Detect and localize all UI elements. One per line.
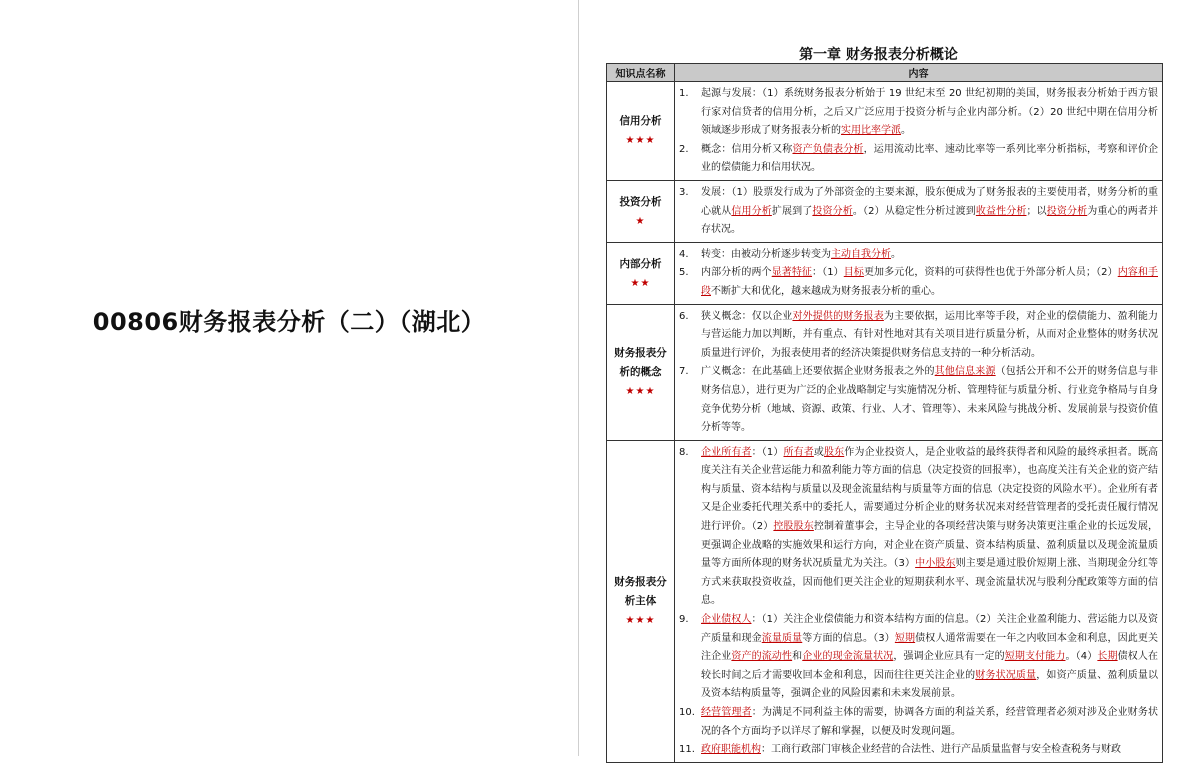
- list-item: [679, 308, 1158, 364]
- highlighted-term: 资产的流动性: [731, 651, 793, 663]
- item-text: 内部分析的两个: [701, 267, 772, 279]
- item-text: 等方面的信息。（3）: [802, 632, 895, 644]
- item-number: 10.: [679, 707, 695, 718]
- item-text: ，如资产质量、盈利质量以及资本结构质量等，强调企业的风险因素和未来发展前景。: [701, 669, 1159, 700]
- content-cell: [675, 82, 1163, 181]
- highlighted-term: 短期: [894, 632, 916, 644]
- item-number: 6.: [679, 310, 689, 322]
- knowledge-name: 投资分析: [619, 195, 662, 208]
- item-text: 起源与发展：（1）系统财务报表分析始于 19 世纪末至 20 世纪初期的美国，财务报表分析始于西方银行家对信贷者的信用分析，之后又广泛应用于投资分析与企业内部分析。（2）20 世纪中期在信用分析领域逐步形成了财务报表分析的: [701, 88, 1158, 137]
- highlighted-term: 投资分析: [1046, 205, 1088, 217]
- content-cell: [675, 242, 1163, 304]
- knowledge-name: 内部分析: [619, 257, 662, 270]
- highlighted-term: 收益性分析: [975, 205, 1027, 217]
- item-text: ；以: [1026, 205, 1047, 217]
- item-text: 为重心的两者并存状况。: [701, 205, 1158, 236]
- item-number: 5.: [679, 267, 689, 279]
- item-text: 转变：由被动分析逐步转变为: [701, 248, 831, 260]
- content-cell: [675, 180, 1163, 242]
- knowledge-name-cell: [607, 242, 675, 304]
- header-content: 内容: [675, 64, 1163, 82]
- item-number: 2.: [679, 143, 689, 155]
- list-item: [679, 611, 1158, 704]
- knowledge-table: [606, 63, 1163, 763]
- table-row: [607, 304, 1163, 440]
- table-row: [607, 82, 1163, 181]
- importance-stars: ★: [635, 215, 646, 227]
- item-text: 。: [901, 125, 911, 137]
- highlighted-term: 对外提供的财务报表: [792, 310, 884, 322]
- cover-title: 00806财务报表分析（二）（湖北）: [92, 308, 486, 336]
- highlighted-term: 资产负债表分析: [792, 143, 864, 155]
- highlighted-term: 其他信息来源: [934, 366, 996, 378]
- item-text: 不断扩大和优化，越来越成为财务报表分析的重心。: [711, 285, 941, 297]
- highlighted-term: 信用分析: [731, 205, 772, 217]
- chapter-title: 第一章 财务报表分析概论: [799, 47, 958, 63]
- knowledge-name: 财务报表分析主体: [614, 576, 667, 608]
- item-text: 作为企业投资人，是企业收益的最终获得者和风险的最终承担者。既高度关注有关企业营运能力和盈利能力等方面的信息（决定投资的回报率），也高度关注有关企业的资产结构与质量、资本结构与质量以及现金流量结构与质量等方面的信息（决定投资的风险水平）。企业所有者又是企业委托代理关系中的委托人，需要通过分析企业的财务状况来对经营管理者的受托责任履行情况进行评价。（2）: [701, 446, 1158, 533]
- content-list: [679, 308, 1158, 438]
- knowledge-name-cell: [607, 82, 675, 181]
- highlighted-term: 主动自我分析: [831, 248, 891, 260]
- item-text: 发展：（1）股票发行成为了外部资金的主要来源，股东便成为了财务报表的主要使用者，财务分析的重心就从: [701, 186, 1158, 217]
- item-text: 控制着董事会，主导企业的各项经营决策与财务决策更注重企业的长远发展，更强调企业战略的实施效果和运行方向，对企业在资产质量、资本结构质量、盈利质量以及现金流量质量等方面所体现的财务状况质量尤为关注。（3）: [701, 521, 1158, 570]
- list-item: [679, 444, 1158, 611]
- item-text: 。: [891, 248, 901, 260]
- content-list: [679, 246, 1158, 302]
- item-text: ：工商行政部门审核企业经营的合法性、进行产品质量监督与安全检查税务与财政: [761, 744, 1121, 756]
- highlighted-term: 经营管理者: [701, 707, 752, 718]
- highlighted-term: 内容和手段: [701, 267, 1158, 297]
- item-text: 。（2）从稳定性分析过渡到: [852, 205, 976, 217]
- highlighted-term: 政府职能机构: [701, 744, 761, 756]
- item-text: 概念：信用分析又称: [701, 143, 793, 155]
- list-item: [679, 363, 1158, 437]
- table-row: [607, 440, 1163, 762]
- table-row: [607, 242, 1163, 304]
- table-row: [607, 180, 1163, 242]
- highlighted-term: 流量质量: [761, 632, 803, 644]
- item-number: 9.: [679, 614, 689, 626]
- item-text: （包括公开和不公开的财务信息与非财务信息），进行更为广泛的企业战略制定与实施情况分析、管理特征与质量分析、行业竞争格局与自身竞争优势分析（地域、资源、政策、行业、人才、管理等）、未来风险与挑战分析、发展前景与投资价值分析等等。: [701, 366, 1159, 434]
- highlighted-term: 显著特征: [771, 267, 813, 279]
- content-cell: [675, 304, 1163, 440]
- highlighted-term: 中小股东: [915, 558, 956, 570]
- item-number: 3.: [679, 186, 689, 198]
- importance-stars: ★★: [630, 277, 651, 289]
- item-text: 债权人通常需要在一年之内收回本金和利息，因此更关注企业: [701, 632, 1158, 663]
- item-text: 。（4）: [1065, 651, 1098, 663]
- importance-stars: ★★★: [625, 386, 656, 398]
- content-list: [679, 184, 1158, 240]
- knowledge-name-cell: [607, 440, 675, 762]
- knowledge-name: 财务报表分析的概念: [614, 347, 667, 379]
- content-cell: [675, 440, 1163, 762]
- highlighted-term: 所有者: [783, 446, 814, 458]
- content-list: [679, 85, 1158, 178]
- list-item: [679, 85, 1158, 141]
- table-header-row: [607, 64, 1163, 82]
- item-text: 为主要依据，运用比率等手段，对企业的偿债能力、盈利能力与营运能力加以判断，并有重点、有针对性地对其有关项目进行质量分析，从而对企业整体的财务状况质量进行评价，为报表使用者的经济决策提供财务信息支持的一种分析活动。: [701, 310, 1159, 359]
- content-page: [579, 0, 1178, 756]
- knowledge-name-cell: [607, 304, 675, 440]
- item-text: ，运用流动比率、速动比率等一系列比率分析指标，考察和评价企业的偿债能力和信用状况。: [701, 143, 1159, 174]
- item-text: 则主要是通过股价短期上涨、当期现金分红等方式来获取投资收益，因而他们更关注企业的短期获利水平、现金流量状况与股利分配政策等方面的信息。: [701, 558, 1158, 607]
- item-number: 4.: [679, 248, 689, 260]
- highlighted-term: 企业债权人: [701, 614, 752, 626]
- list-item: [679, 246, 1158, 265]
- item-number: 11.: [679, 744, 695, 756]
- cover-page: [0, 0, 578, 756]
- item-text: 广义概念：在此基础上还要依据企业财务报表之外的: [701, 366, 935, 378]
- list-item: [679, 264, 1158, 301]
- highlighted-term: 股东: [824, 446, 845, 458]
- header-knowledge-name: 知识点名称: [607, 64, 675, 82]
- item-text: ：为满足不同利益主体的需要，协调各方面的利益关系，经营管理者必须对涉及企业财务状况的各个方面均予以详尽了解和掌握，以便及时发现问题。: [701, 707, 1159, 737]
- item-text: 债权人在较长时间之后才需要收回本金和利息，因而往往更关注企业的: [701, 651, 1158, 681]
- importance-stars: ★★★: [625, 615, 656, 627]
- item-number: 7.: [679, 366, 689, 378]
- highlighted-term: 企业的现金流量状况: [802, 651, 894, 663]
- list-item: [679, 184, 1158, 240]
- knowledge-name: 信用分析: [619, 115, 662, 128]
- item-number: 1.: [679, 88, 689, 99]
- highlighted-term: 目标: [843, 267, 864, 279]
- list-item: [679, 704, 1158, 741]
- item-text: ：（1）: [751, 446, 784, 458]
- item-number: 8.: [679, 446, 689, 458]
- content-list: [679, 444, 1158, 760]
- item-text: ，强调企业应具有一定的: [893, 651, 1005, 663]
- highlighted-term: 长期: [1097, 651, 1118, 663]
- list-item: [679, 741, 1158, 760]
- item-text: 扩展到了: [771, 205, 813, 217]
- highlighted-term: 实用比率学派: [841, 125, 901, 137]
- highlighted-term: 企业所有者: [701, 446, 752, 458]
- item-text: ：（1）关注企业偿债能力和资本结构方面的信息。（2）关注企业盈利能力、营运能力以及资产质量和现金: [701, 614, 1158, 644]
- highlighted-term: 财务状况质量: [975, 669, 1037, 681]
- highlighted-term: 投资分析: [812, 205, 853, 217]
- importance-stars: ★★★: [625, 135, 656, 147]
- item-text: 或: [813, 446, 824, 458]
- item-text: 更加多元化，资料的可获得性也优于外部分析人员；（2）: [863, 267, 1118, 279]
- highlighted-term: 短期支付能力: [1004, 651, 1066, 663]
- list-item: [679, 141, 1158, 178]
- item-text: 狭义概念：仅以企业: [701, 310, 793, 322]
- highlighted-term: 控股股东: [773, 521, 814, 533]
- item-text: ：（1）: [812, 267, 844, 279]
- item-text: 和: [792, 651, 803, 663]
- knowledge-name-cell: [607, 180, 675, 242]
